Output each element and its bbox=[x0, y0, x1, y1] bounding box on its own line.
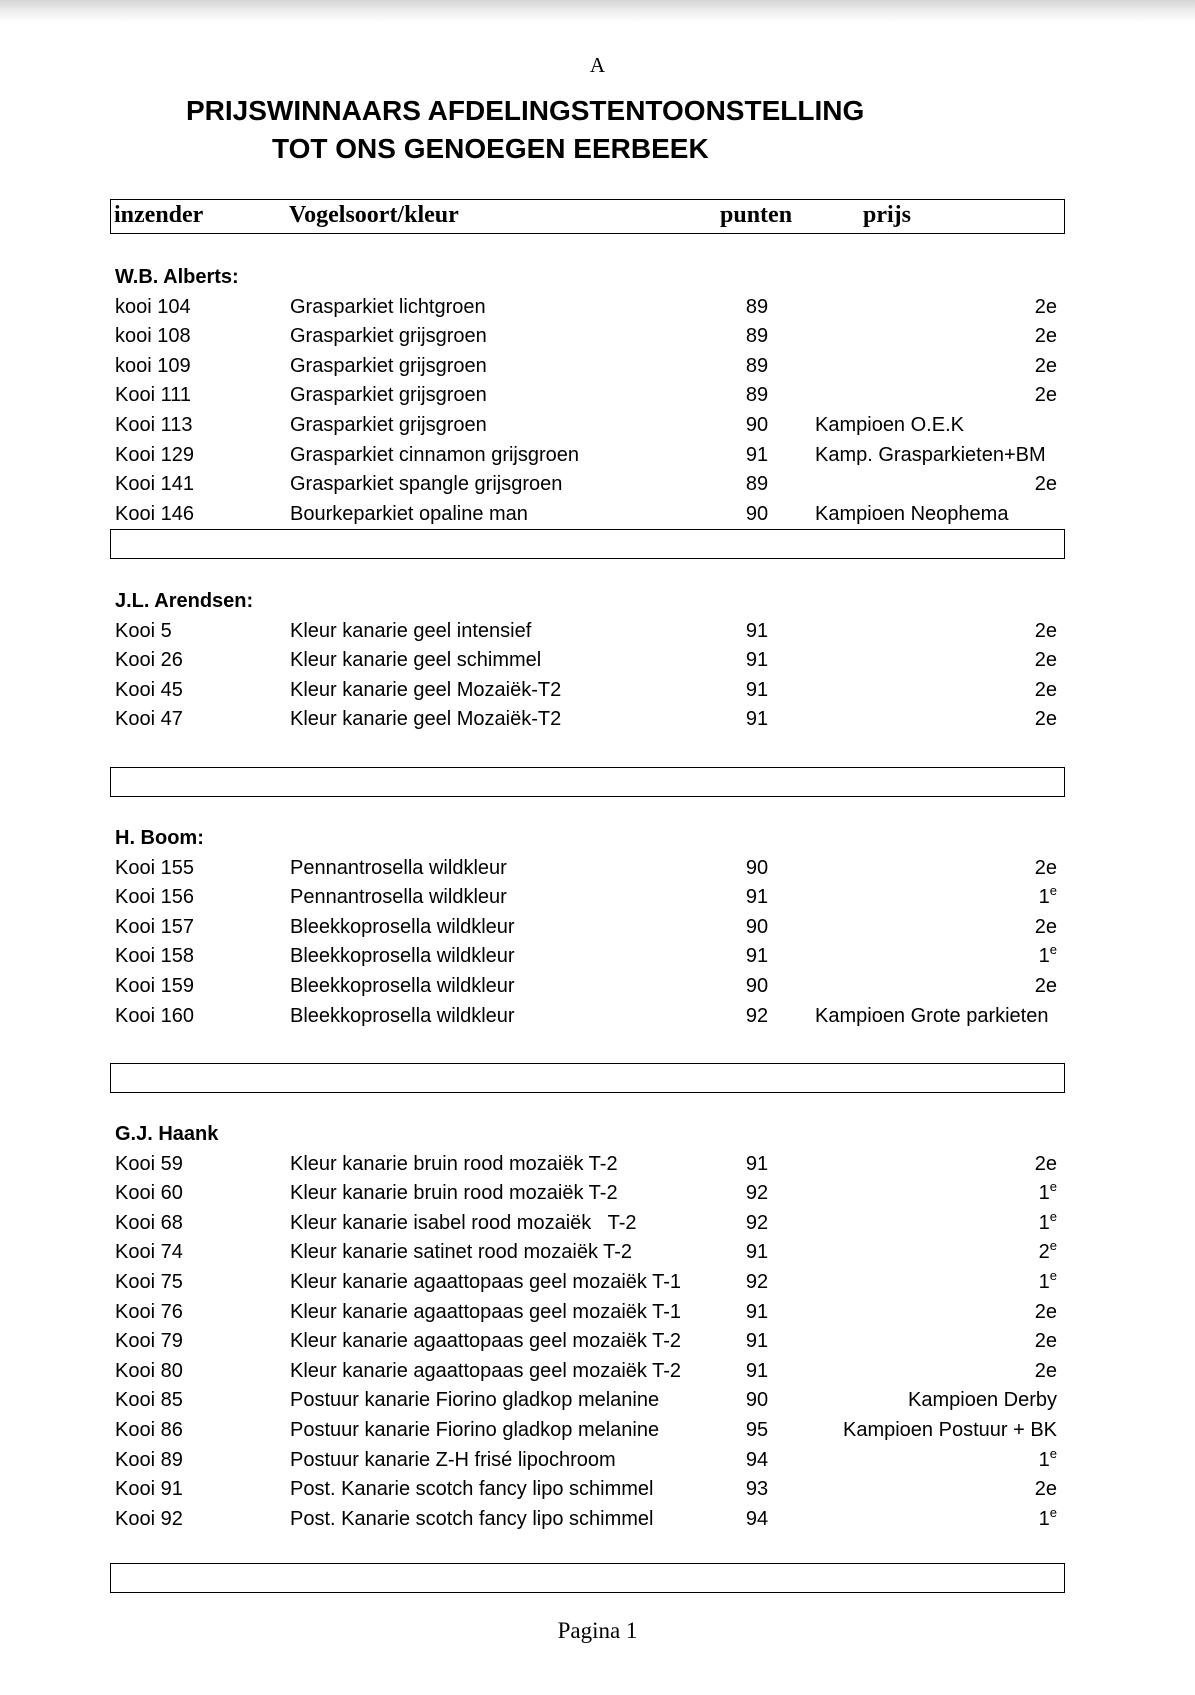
exhibitor-group bbox=[0, 824, 1195, 1031]
bird-species: Postuur kanarie Fiorino gladkop melanine bbox=[290, 1389, 660, 1412]
prize bbox=[1039, 1505, 1057, 1535]
bird-species: Pennantrosella wildkleur bbox=[290, 856, 507, 879]
prize-suffix: e bbox=[1049, 1267, 1057, 1283]
entry-row bbox=[0, 441, 1195, 471]
prize: Kampioen Postuur + BK bbox=[842, 1418, 1057, 1441]
prize: 2e bbox=[1034, 708, 1057, 731]
points: 91 bbox=[745, 945, 769, 968]
cage-number: Kooi 85 bbox=[115, 1389, 183, 1412]
document-title: PRIJSWINNAARS AFDELINGSTENTOONSTELLING bbox=[186, 95, 865, 126]
points: 90 bbox=[745, 856, 769, 879]
exhibitor-name: W.B. Alberts: bbox=[115, 266, 239, 288]
bird-species: Kleur kanarie agaattopaas geel mozaiëk T-1 bbox=[290, 1270, 681, 1293]
cage-number: Kooi 113 bbox=[115, 413, 193, 436]
prize bbox=[1039, 942, 1057, 972]
prize: 2e bbox=[1034, 974, 1057, 997]
prize: 2e bbox=[1034, 619, 1057, 642]
cage-number: kooi 109 bbox=[115, 354, 191, 377]
points: 89 bbox=[745, 295, 769, 318]
bird-species: Post. Kanarie scotch fancy lipo schimmel bbox=[290, 1507, 654, 1530]
prize-rank: 2 bbox=[1038, 1241, 1050, 1264]
cage-number: Kooi 60 bbox=[115, 1182, 183, 1205]
cage-number: Kooi 160 bbox=[115, 1004, 194, 1027]
entry-row bbox=[0, 381, 1195, 411]
cage-number: Kooi 157 bbox=[115, 915, 194, 938]
cage-number: Kooi 80 bbox=[115, 1359, 183, 1382]
bird-species: Bleekkoprosella wildkleur bbox=[290, 974, 515, 997]
entry-row bbox=[0, 646, 1195, 676]
prize: 2e bbox=[1034, 856, 1057, 879]
prize-rank: 1 bbox=[1038, 1182, 1050, 1205]
entry-row bbox=[0, 617, 1195, 647]
bird-species: Kleur kanarie agaattopaas geel mozaiëk T-2 bbox=[290, 1359, 681, 1382]
prize-suffix: e bbox=[1049, 883, 1057, 899]
column-header-prize: prijs bbox=[863, 202, 911, 228]
cage-number: Kooi 158 bbox=[115, 945, 194, 968]
entry-row bbox=[0, 411, 1195, 441]
prize-suffix: e bbox=[1049, 1238, 1057, 1254]
prize: Kampioen Derby bbox=[908, 1389, 1057, 1412]
bird-species: Grasparkiet grijsgroen bbox=[290, 413, 487, 436]
prize bbox=[1039, 1209, 1057, 1239]
points: 91 bbox=[745, 678, 769, 701]
cage-number: Kooi 74 bbox=[115, 1241, 183, 1264]
cage-number: Kooi 91 bbox=[115, 1478, 183, 1501]
entry-row bbox=[0, 972, 1195, 1002]
exhibitor-group bbox=[0, 1120, 1195, 1534]
points: 95 bbox=[745, 1418, 769, 1441]
prize: 2e bbox=[1034, 473, 1057, 496]
entry-row bbox=[0, 1268, 1195, 1298]
prize-rank: 1 bbox=[1038, 1507, 1050, 1530]
prize: 2e bbox=[1034, 1359, 1057, 1382]
points: 92 bbox=[745, 1004, 769, 1027]
bird-species: Grasparkiet cinnamon grijsgroen bbox=[290, 443, 580, 466]
column-header-points: punten bbox=[720, 202, 793, 228]
prize: 2e bbox=[1034, 354, 1057, 377]
cage-number: kooi 104 bbox=[115, 295, 191, 318]
viewer-top-shadow bbox=[0, 0, 1195, 22]
cage-number: Kooi 47 bbox=[115, 708, 183, 731]
prize-suffix: e bbox=[1049, 1179, 1057, 1195]
entry-row bbox=[0, 1386, 1195, 1416]
bird-species: Grasparkiet grijsgroen bbox=[290, 325, 487, 348]
entry-row bbox=[0, 705, 1195, 735]
prize bbox=[1039, 1446, 1057, 1476]
points: 89 bbox=[745, 354, 769, 377]
prize-rank: 1 bbox=[1038, 945, 1050, 968]
prize-rank: 1 bbox=[1038, 1270, 1050, 1293]
points: 91 bbox=[745, 708, 769, 731]
bird-species: Bourkeparkiet opaline man bbox=[290, 502, 528, 525]
table-header bbox=[110, 199, 1065, 234]
bird-species: Kleur kanarie satinet rood mozaiëk T-2 bbox=[290, 1241, 633, 1264]
entry-row bbox=[0, 1179, 1195, 1209]
prize: Kampioen Grote parkieten bbox=[815, 1004, 1049, 1027]
points: 89 bbox=[745, 473, 769, 496]
points: 93 bbox=[745, 1478, 769, 1501]
column-header-species: Vogelsoort/kleur bbox=[289, 202, 459, 228]
points: 91 bbox=[745, 1152, 769, 1175]
bird-species: Kleur kanarie geel Mozaiëk-T2 bbox=[290, 678, 562, 701]
entry-row bbox=[0, 1238, 1195, 1268]
cage-number: Kooi 68 bbox=[115, 1211, 183, 1234]
entry-row bbox=[0, 470, 1195, 500]
prize: 2e bbox=[1034, 1478, 1057, 1501]
prize: 2e bbox=[1034, 649, 1057, 672]
bird-species: Kleur kanarie bruin rood mozaiëk T-2 bbox=[290, 1182, 618, 1205]
points: 91 bbox=[745, 1330, 769, 1353]
prize: 2e bbox=[1034, 1330, 1057, 1353]
points: 90 bbox=[745, 915, 769, 938]
prize-suffix: e bbox=[1049, 1504, 1057, 1520]
points: 90 bbox=[745, 502, 769, 525]
bird-species: Kleur kanarie geel schimmel bbox=[290, 649, 542, 672]
points: 92 bbox=[745, 1182, 769, 1205]
prize-suffix: e bbox=[1049, 1445, 1057, 1461]
prize: Kamp. Grasparkieten+BM bbox=[815, 443, 1046, 466]
empty-separator-box bbox=[110, 529, 1065, 559]
prize bbox=[1039, 1179, 1057, 1209]
cage-number: Kooi 156 bbox=[115, 886, 194, 909]
points: 92 bbox=[745, 1270, 769, 1293]
points: 89 bbox=[745, 384, 769, 407]
bird-species: Bleekkoprosella wildkleur bbox=[290, 1004, 515, 1027]
entry-row bbox=[0, 500, 1195, 530]
prize: Kampioen Neophema bbox=[815, 502, 1009, 525]
entry-row bbox=[0, 1357, 1195, 1387]
prize: 2e bbox=[1034, 384, 1057, 407]
exhibitor-name-row bbox=[0, 587, 1195, 617]
empty-separator-box bbox=[110, 1063, 1065, 1093]
entry-row bbox=[0, 1446, 1195, 1476]
bird-species: Grasparkiet grijsgroen bbox=[290, 354, 487, 377]
document-subtitle: TOT ONS GENOEGEN EERBEEK bbox=[272, 133, 709, 164]
cage-number: Kooi 141 bbox=[115, 473, 194, 496]
entry-row bbox=[0, 913, 1195, 943]
entry-row bbox=[0, 352, 1195, 382]
entry-row bbox=[0, 942, 1195, 972]
column-header-exhibitor: inzender bbox=[114, 202, 204, 228]
points: 91 bbox=[745, 1359, 769, 1382]
bird-species: Kleur kanarie bruin rood mozaiëk T-2 bbox=[290, 1152, 618, 1175]
entry-row bbox=[0, 1416, 1195, 1446]
bird-species: Kleur kanarie isabel rood mozaiëk T-2 bbox=[290, 1211, 637, 1234]
bird-species: Bleekkoprosella wildkleur bbox=[290, 915, 515, 938]
points: 91 bbox=[745, 886, 769, 909]
cage-number: Kooi 76 bbox=[115, 1300, 183, 1323]
prize: 2e bbox=[1034, 325, 1057, 348]
page-number: Pagina 1 bbox=[557, 1618, 638, 1643]
cage-number: Kooi 155 bbox=[115, 856, 194, 879]
points: 89 bbox=[745, 325, 769, 348]
bird-species: Post. Kanarie scotch fancy lipo schimmel bbox=[290, 1478, 654, 1501]
empty-separator-box bbox=[110, 767, 1065, 797]
entry-row bbox=[0, 293, 1195, 323]
prize bbox=[1039, 883, 1057, 913]
empty-separator-box bbox=[110, 1563, 1065, 1593]
exhibitor-name: H. Boom: bbox=[115, 827, 204, 849]
entry-row bbox=[0, 1505, 1195, 1535]
prize-rank: 1 bbox=[1038, 1211, 1050, 1234]
prize bbox=[1039, 1238, 1057, 1268]
exhibitor-name-row bbox=[0, 824, 1195, 854]
cage-number: Kooi 26 bbox=[115, 649, 183, 672]
bird-species: Grasparkiet spangle grijsgroen bbox=[290, 473, 563, 496]
cage-number: Kooi 111 bbox=[115, 384, 191, 407]
exhibitor-name-row bbox=[0, 263, 1195, 293]
cage-number: Kooi 79 bbox=[115, 1330, 183, 1353]
entry-row bbox=[0, 1298, 1195, 1328]
entry-row bbox=[0, 883, 1195, 913]
entry-row bbox=[0, 854, 1195, 884]
points: 91 bbox=[745, 649, 769, 672]
exhibitor-group bbox=[0, 587, 1195, 735]
cage-number: Kooi 5 bbox=[115, 619, 172, 642]
exhibitor-name: G.J. Haank bbox=[115, 1123, 219, 1145]
prize-suffix: e bbox=[1049, 1208, 1057, 1224]
cage-number: Kooi 146 bbox=[115, 502, 194, 525]
bird-species: Kleur kanarie geel Mozaiëk-T2 bbox=[290, 708, 562, 731]
cage-number: Kooi 59 bbox=[115, 1152, 183, 1175]
cage-number: Kooi 89 bbox=[115, 1448, 183, 1471]
entry-row bbox=[0, 322, 1195, 352]
bird-species: Kleur kanarie geel intensief bbox=[290, 619, 532, 642]
bird-species: Pennantrosella wildkleur bbox=[290, 886, 507, 909]
exhibitor-name: J.L. Arendsen: bbox=[115, 590, 254, 612]
entry-row bbox=[0, 1150, 1195, 1180]
exhibitor-group bbox=[0, 263, 1195, 529]
points: 94 bbox=[745, 1507, 769, 1530]
cage-number: Kooi 86 bbox=[115, 1418, 183, 1441]
prize: 2e bbox=[1034, 678, 1057, 701]
cage-number: kooi 108 bbox=[115, 325, 191, 348]
prize: 2e bbox=[1034, 295, 1057, 318]
points: 91 bbox=[745, 1241, 769, 1264]
entry-row bbox=[0, 1002, 1195, 1032]
cage-number: Kooi 45 bbox=[115, 678, 183, 701]
prize: 2e bbox=[1034, 1300, 1057, 1323]
points: 90 bbox=[745, 413, 769, 436]
points: 90 bbox=[745, 974, 769, 997]
bird-species: Grasparkiet grijsgroen bbox=[290, 384, 487, 407]
points: 94 bbox=[745, 1448, 769, 1471]
entry-row bbox=[0, 1475, 1195, 1505]
prize: 2e bbox=[1034, 915, 1057, 938]
cage-number: Kooi 75 bbox=[115, 1270, 183, 1293]
prize: Kampioen O.E.K bbox=[815, 413, 964, 436]
points: 90 bbox=[745, 1389, 769, 1412]
bird-species: Kleur kanarie agaattopaas geel mozaiëk T-2 bbox=[290, 1330, 681, 1353]
cage-number: Kooi 159 bbox=[115, 974, 194, 997]
prize: 2e bbox=[1034, 1152, 1057, 1175]
bird-species: Grasparkiet lichtgroen bbox=[290, 295, 486, 318]
points: 91 bbox=[745, 443, 769, 466]
bird-species: Postuur kanarie Fiorino gladkop melanine bbox=[290, 1418, 660, 1441]
entry-row bbox=[0, 1209, 1195, 1239]
corner-mark: A bbox=[589, 53, 606, 77]
bird-species: Postuur kanarie Z-H frisé lipochroom bbox=[290, 1448, 616, 1471]
points: 92 bbox=[745, 1211, 769, 1234]
cage-number: Kooi 129 bbox=[115, 443, 194, 466]
points: 91 bbox=[745, 1300, 769, 1323]
prize-rank: 1 bbox=[1038, 1448, 1050, 1471]
points: 91 bbox=[745, 619, 769, 642]
bird-species: Bleekkoprosella wildkleur bbox=[290, 945, 515, 968]
exhibitor-name-row bbox=[0, 1120, 1195, 1150]
prize bbox=[1039, 1268, 1057, 1298]
entry-row bbox=[0, 676, 1195, 706]
prize-suffix: e bbox=[1049, 942, 1057, 958]
entry-row bbox=[0, 1327, 1195, 1357]
bird-species: Kleur kanarie agaattopaas geel mozaiëk T-1 bbox=[290, 1300, 681, 1323]
prize-rank: 1 bbox=[1038, 886, 1050, 909]
cage-number: Kooi 92 bbox=[115, 1507, 183, 1530]
